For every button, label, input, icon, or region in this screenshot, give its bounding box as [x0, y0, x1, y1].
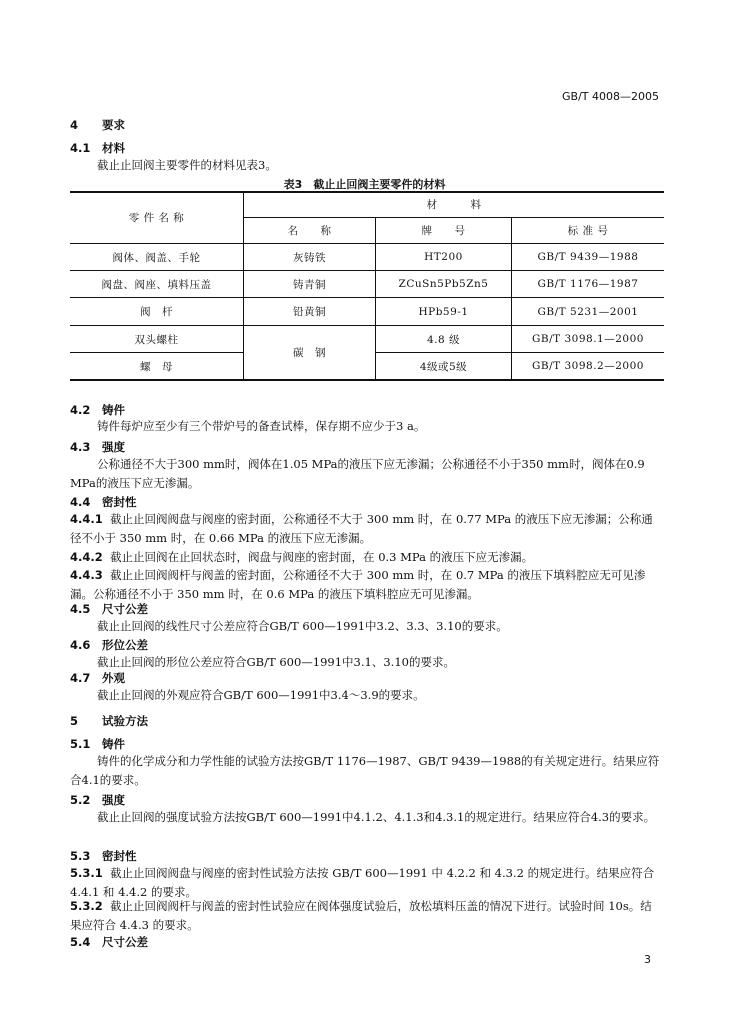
standard-number: GB/T 4008—2005 — [562, 90, 659, 103]
section-4-1-text: 截止止回阀主要零件的材料见表3。 — [97, 158, 277, 172]
section-4-1-heading: 4.1 材料 — [70, 141, 125, 155]
table-cell: GB/T 1176—1987 — [537, 278, 639, 290]
section-5-1-heading: 5.1 铸件 — [70, 737, 125, 751]
table-cell: 4.8 级 — [426, 333, 461, 346]
col-header-part: 零 件 名 称 — [128, 211, 185, 224]
section-5-3-heading: 5.3 密封性 — [70, 849, 137, 863]
table-cell: 灰铸铁 — [293, 251, 326, 264]
section-4-5-text: 截止止回阀的线性尺寸公差应符合GB/T 600—1991中3.2、3.3、3.10的要求。 — [97, 619, 508, 633]
table-cell: 双头螺柱 — [134, 333, 179, 346]
section-4-6-heading: 4.6 形位公差 — [70, 638, 148, 652]
table-cell: 4级或5级 — [419, 360, 468, 373]
section-4-3-heading: 4.3 强度 — [70, 440, 125, 454]
section-4-4-heading: 4.4 密封性 — [70, 495, 137, 509]
table-cell: GB/T 3098.1—2000 — [532, 333, 644, 345]
table-cell: 螺 母 — [140, 360, 173, 373]
section-4-2-text: 铸件每炉应至少有三个带炉号的备查试棒，保存期不应少于3 a。 — [97, 419, 426, 433]
table-cell: GB/T 5231—2001 — [537, 305, 639, 318]
page-number: 3 — [644, 953, 651, 966]
table-cell: GB/T 3098.2—2000 — [532, 360, 644, 372]
section-5-3-1-text: 5.3.1 截止止回阀阀盘与阀座的密封性试验方法按 GB/T 600—1991 中 4.2.2 和 4.3.2 的规定进行。结果应符合 4.4.1 和 4.4.2 的要求。 — [70, 866, 655, 899]
table-cell: HT200 — [424, 251, 463, 263]
section-5-1-text: 铸件的化学成分和力学性能的试验方法按GB/T 1176—1987、GB/T 9439—1988的有关规定进行。结果应符合4.1的要求。 — [70, 754, 660, 787]
table-cell: ZCuSn5Pb5Zn5 — [398, 278, 489, 290]
section-4-heading: 4 要求 — [70, 118, 125, 132]
table-cell: GB/T 9439—1988 — [537, 251, 639, 263]
section-4-7-heading: 4.7 外观 — [70, 671, 125, 685]
section-4-2-heading: 4.2 铸件 — [70, 403, 125, 417]
section-5-heading: 5 试验方法 — [70, 714, 148, 728]
col-header-name: 名 称 — [287, 225, 332, 237]
table-cell-merged: 碳 钢 — [293, 347, 326, 359]
section-4-7-text: 截止止回阀的外观应符合GB/T 600—1991中3.4～3.9的要求。 — [97, 688, 425, 702]
section-4-4-2-text: 4.4.2 截止止回阀在止回状态时，阀盘与阀座的密封面，在 0.3 MPa 的液压下应无渗漏。 — [70, 550, 534, 564]
table-cell: 阀体、阀盖、手轮 — [112, 251, 201, 264]
table-cell: 阀盘、阀座、填料压盖 — [101, 278, 212, 291]
section-4-6-text: 截止止回阀的形位公差应符合GB/T 600—1991中3.1、3.10的要求。 — [97, 655, 455, 669]
table-caption: 表3 截止止回阀主要零件的材料 — [283, 178, 446, 191]
table-cell: 铸青铜 — [293, 278, 326, 291]
section-4-4-1-text: 4.4.1 截止止回阀阀盘与阀座的密封面，公称通径不大于 300 mm 时，在 0.77 MPa 的液压下应无渗漏；公称通径不小于 350 mm 时，在 0.66 MPa 的液压下应无渗漏。 — [70, 512, 653, 545]
section-5-3-2-text: 5.3.2 截止止回阀阀杆与阀盖的密封性试验应在阀体强度试验后，放松填料压盖的情况下进行。试验时间 10s。结果应符合 4.4.3 的要求。 — [70, 899, 652, 932]
materials-table — [70, 191, 664, 381]
section-4-3-text: 公称通径不大于300 mm时，阀体在1.05 MPa的液压下应无渗漏；公称通径不小于350 mm时，阀体在0.9 MPa的液压下应无渗漏。 — [70, 457, 645, 490]
section-5-2-text: 截止止回阀的强度试验方法按GB/T 600—1991中4.1.2、4.1.3和4.3.1的规定进行。结果应符合4.3的要求。 — [97, 810, 656, 824]
section-5-4-heading: 5.4 尺寸公差 — [70, 935, 148, 949]
section-4-5-heading: 4.5 尺寸公差 — [70, 602, 148, 616]
col-header-grade: 牌 号 — [421, 225, 466, 237]
col-header-material: 材 料 — [426, 198, 482, 211]
section-4-4-3-text: 4.4.3 截止止回阀阀杆与阀盖的密封面，公称通径不大于 300 mm 时，在 0.7 MPa 的液压下填料腔应无可见渗漏。公称通径不小于 350 mm 时，在 0.6 MPa 的液压下填料腔应无可见渗漏。 — [70, 568, 646, 601]
table-cell: 阀 杆 — [140, 306, 173, 318]
table-cell: 铅黄铜 — [293, 306, 326, 318]
section-5-2-heading: 5.2 强度 — [70, 793, 125, 807]
table-cell: HPb59-1 — [418, 305, 469, 318]
col-header-std: 标 准 号 — [567, 225, 609, 237]
